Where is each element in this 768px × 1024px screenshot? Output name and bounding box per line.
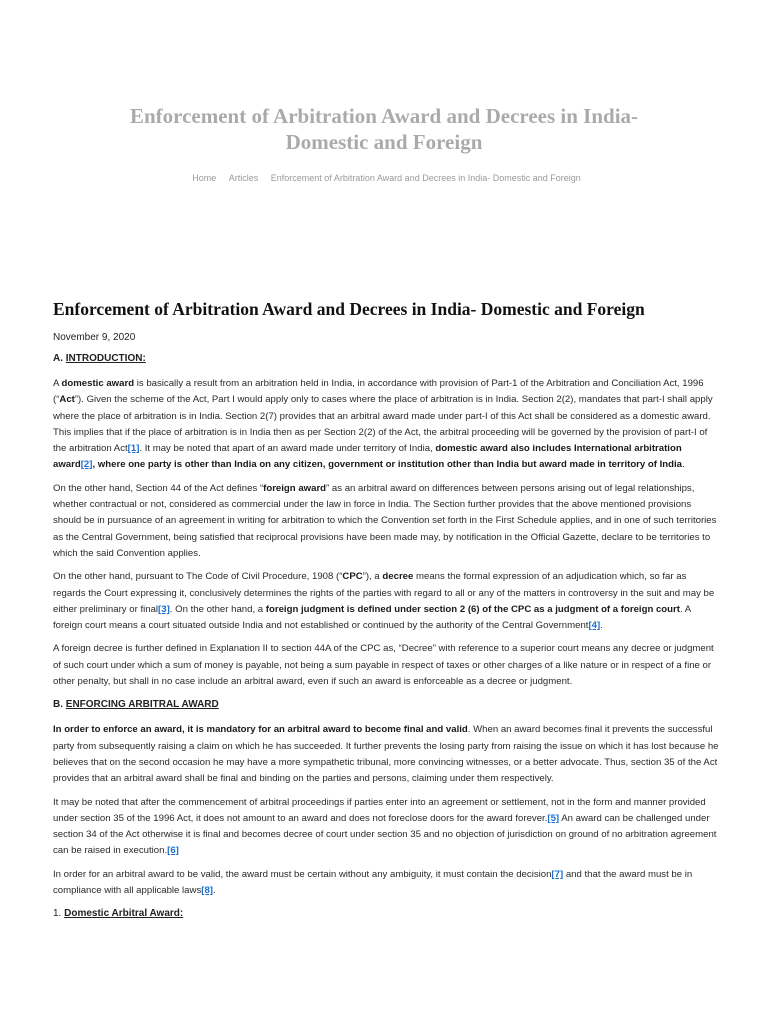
breadcrumb-home-link[interactable]: Home [192,173,217,183]
article-content [53,298,721,922]
subheading-domestic-arbitral-award [53,906,721,922]
footnote-link-3[interactable]: [3] [158,603,170,615]
text: In order for an arbitral award to be valid, the award must be certain without any ambiguity, it must contain the decision [53,868,552,880]
hero-title [0,103,768,155]
text: ”), a [362,571,383,583]
text: . It may be noted that apart of an award made under territory of India, [139,443,436,455]
footnote-link-7[interactable]: [7] [551,868,564,880]
footnote-link-2[interactable]: [2] [80,459,93,471]
text: It may be noted that after the commencement of arbitral proceedings if parties enter into an agreement or settlement, not in the form and manner provided under section 35 of the 1996 Act, it does not amount to an award and does not foreclose doors for the award forever. [53,796,706,824]
section-b-prefix: B. [53,699,66,711]
hero-title-line-2: Domestic and Foreign [285,130,483,154]
section-a-heading [53,351,721,367]
article-date: November 9, 2020 [53,332,136,343]
footnote-link-4[interactable]: [4] [588,620,601,632]
paragraph-valid-award [53,867,721,900]
paragraph-foreign-decree [53,641,721,690]
footnote-link-5[interactable]: [5] [547,812,560,824]
footnote-link-1[interactable]: [1] [127,443,140,455]
paragraph-final-valid [53,722,721,787]
paragraph-settlement [53,795,721,860]
subheading-prefix: 1. [53,908,65,920]
text: . On the other hand, a [169,603,266,615]
section-a-prefix: A. [53,353,66,364]
bold-text: domestic award also includes International arbitration award [53,443,682,471]
breadcrumb [0,173,768,183]
text: On the other hand, Section 44 of the Act defines “ [53,482,264,494]
bold-text: In order to enforce an award, it is mandatory for an arbitral award to become final and valid [53,724,468,736]
text: ” as an arbitral award on differences between persons arising out of legal relationships, whether contractual or not, considered as commercial under the law in force in India. The Section further provides that the above mentioned provisions should be in pursuance of an agreement in writing for arbitration to which the Convention set forth in the First Schedule applies, and in one of such territories as the Central Government, being satisfied that reciprocal provisions have been made may, by notification in the Official Gazette, declare to be territories to which the said Convention applies. [53,482,717,559]
text: is basically a result from an arbitration held in India, in accordance with provision of Part-1 of the Arbitration and Conciliation Act, 1996 (“ [53,378,704,406]
text: . [600,620,603,632]
footnote-link-8[interactable]: [8] [201,885,213,897]
breadcrumb-articles-link[interactable]: Articles [228,173,259,183]
bold-text: Act [59,394,75,406]
text: . [682,459,685,471]
section-b-heading [53,697,721,713]
text: A [53,378,62,389]
paragraph-foreign-award [53,481,721,562]
paragraph-domestic-award [53,376,721,474]
breadcrumb-current-page: Enforcement of Arbitration Award and Decrees in India- Domestic and Foreign [270,173,581,183]
section-a-label: INTRODUCTION: [65,353,146,364]
text: . A foreign court means a court situated outside India and not established or continued by the authority of the Central Government [53,603,691,632]
bold-text: foreign award [263,482,327,494]
footnote-link-6[interactable]: [6] [167,845,179,857]
section-b-label: ENFORCING ARBITRAL AWARD [65,699,219,711]
text: means the formal expression of an adjudication which, so far as regards the Court expressing it, conclusively determines the rights of the parties with regard to all or any of the matters in controversy in the suit and may be either preliminary or final [53,571,715,615]
subheading-label: Domestic Arbitral Award: [64,908,184,920]
hero-title-line-1: Enforcement of Arbitration Award and Decrees in India- [129,104,639,128]
paragraph-decree [53,569,721,634]
text: On the other hand, pursuant to The Code of Civil Procedure, 1908 (“ [53,571,343,583]
text: An award can be challenged under section 34 of the Act otherwise it is final and becomes decree of court under section 35 and no objection of jurisdiction on ground of no arbitration agreement can be raised in execution. [53,812,717,857]
text: A foreign decree is further defined in Explanation II to section 44A of the CPC as, “Decree” with reference to a superior court means any decree or judgment of such court under which a sum of money is payable, not being a sum payable in respect of taxes or other charges of a like nature or in respect of a fine or other penalty, but shall in no case include an arbitral award, even if such an award is enforceable as a decree or judgment. [53,643,714,688]
bold-text: decree [382,571,414,583]
text: and that the award must be in compliance with all applicable laws [53,868,693,897]
text: ”). Given the scheme of the Act, Part I would apply only to cases where the place of arbitration is in India. Section 2(2), mandates that part-I shall apply where the place of arbitration is in India. Section 2(7) provides that an arbitral award made under part-I of this Act shall be considered as a domestic award. This implies that if the place of arbitration is in India then as per Section 2(2) of the Act, the arbitral proceeding will be governed by the provision of part-I of the arbitration Act [53,394,713,455]
page-hero [0,0,768,275]
article-title: Enforcement of Arbitration Award and Decrees in India- Domestic and Foreign [53,299,645,319]
bold-text: domestic award [61,378,135,389]
bold-text: , where one party is other than India on any citizen, government or institution other than India but award made in territory of India [92,459,683,471]
bold-text: CPC [342,571,363,583]
bold-text: foreign judgment is defined under section 2 (6) of the CPC as a judgment of a foreign court [265,603,680,615]
text: . When an award becomes final it prevents the successful party from subsequently raising a claim on which he has succeeded. It further prevents the losing party from raising the issue on which it has lost because he believes that on the second occasion he may have a more sympathetic tribunal, more convincing witnesses, or a better advocate. Thus, section 35 of the Act provides that an arbitral award shall be final and binding on the parties and persons, claiming under them respectively. [53,724,719,785]
text: . [212,885,216,897]
